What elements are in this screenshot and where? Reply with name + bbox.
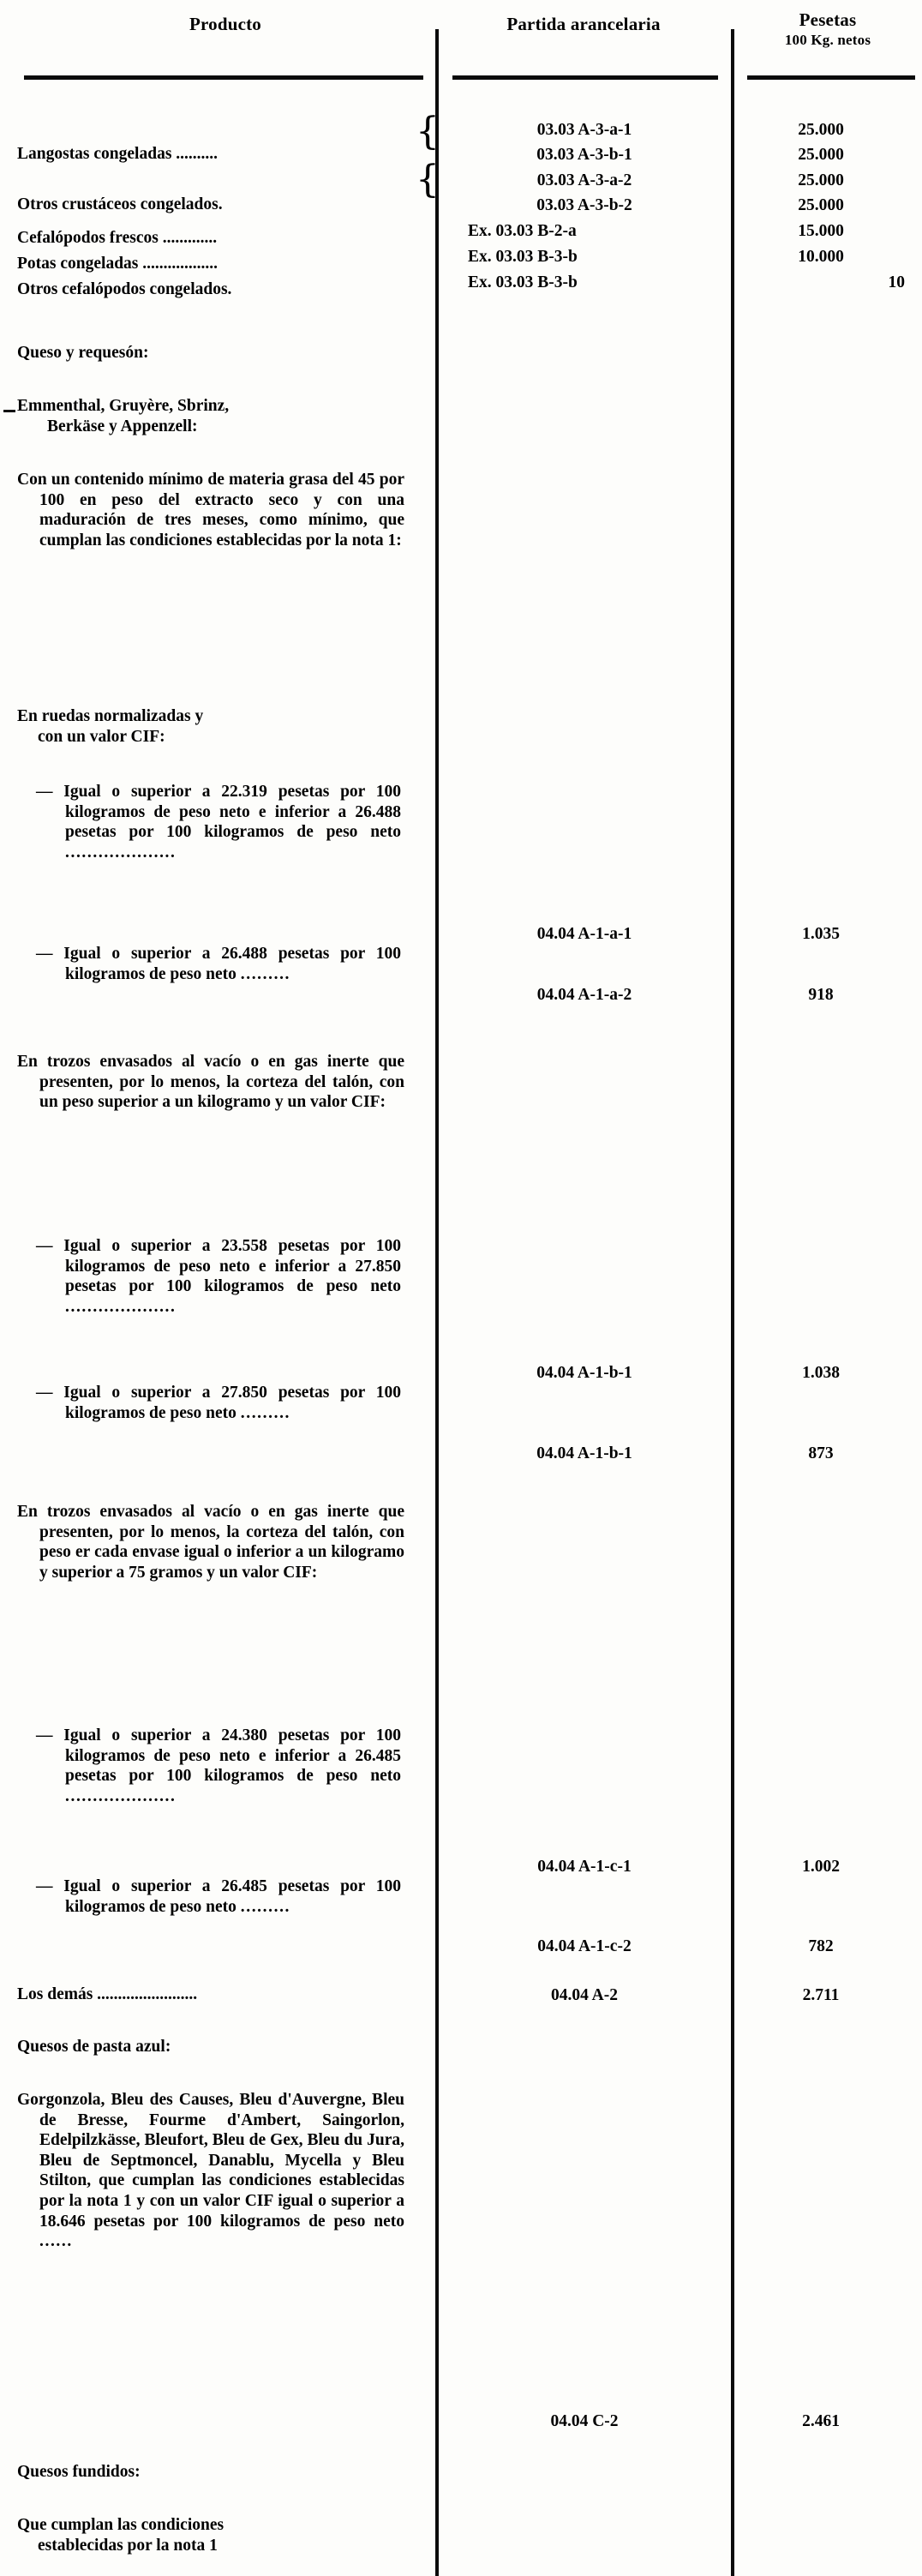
item-b2-text: — Igual o superior a 27.850 pesetas por 100 kilogramos de peso neto .........: [36, 1384, 401, 1422]
value-b1: 1.038: [802, 1364, 840, 1382]
header-rule-pesetas: [747, 75, 915, 80]
subsection-ruedas-line2: con un valor CIF:: [38, 728, 165, 746]
paragraph-trozos-vacio-2: [17, 1502, 404, 1582]
product-otros-cefalopodos: Otros cefalópodos congelados.: [17, 280, 232, 298]
item-c2-text: — Igual o superior a 26.485 pesetas por 100 kilogramos de peso neto .........: [36, 1877, 401, 1916]
item-a2: [17, 944, 401, 984]
item-a2-leader: .........: [240, 964, 291, 983]
value-a1: 1.035: [802, 925, 840, 943]
item-los-demas: Los demás ........................: [17, 1985, 198, 2003]
code-b2: 04.04 A-1-b-1: [536, 1444, 632, 1462]
subsection-ruedas-line1: En ruedas normalizadas y: [17, 707, 204, 725]
code-c2: 04.04 A-1-c-2: [537, 1937, 632, 1955]
brace-crustaceos: {: [416, 158, 440, 201]
code-b1: 04.04 A-1-b-1: [536, 1364, 632, 1382]
value-potas: 10.000: [798, 248, 844, 266]
item-c1-leader: ....................: [65, 1786, 177, 1805]
section-quesos-pasta-azul: Quesos de pasta azul:: [17, 2038, 171, 2056]
column-header-pesetas: [737, 9, 919, 50]
code-c1: 04.04 A-1-c-1: [537, 1858, 632, 1876]
section-emmenthal-line2: Berkäse y Appenzell:: [47, 417, 198, 435]
column-header-partida-arancelaria: Partida arancelaria: [506, 14, 661, 34]
paragraph-trozos-vacio-1-text: En trozos envasados al vacío o en gas inerte que presenten, por lo menos, la corteza del talón, con un peso superior a un kilogramo y un valor CIF:: [17, 1053, 404, 1112]
item-a2-text: — Igual o superior a 26.488 pesetas por 100 kilogramos de peso neto .........: [36, 945, 401, 983]
item-b2-leader: .........: [240, 1403, 291, 1422]
code-cefalopodos-frescos: Ex. 03.03 B-2-a: [468, 222, 577, 240]
section-quesos-fundidos: Quesos fundidos:: [17, 2463, 141, 2481]
product-cefalopodos-frescos: Cefalópodos frescos .............: [17, 229, 218, 247]
item-a1-text: — Igual o superior a 22.319 pesetas por 100 kilogramos de peso neto e inferior a 26.488 pesetas por 100 kilogramos de peso neto ....................: [36, 783, 401, 862]
brace-langostas: {: [416, 110, 440, 153]
paragraph-contenido-minimo-text: Con un contenido mínimo de materia grasa del 45 por 100 en peso del extracto seco y con una maduración de tres meses, como mínimo, que cumplan las condiciones establecidas por la nota 1:: [17, 471, 404, 549]
product-langostas: Langostas congeladas ..........: [17, 145, 219, 163]
paragraph-que-cumplan-line2: establecidas por la nota 1: [38, 2537, 218, 2555]
value-c1: 1.002: [802, 1858, 840, 1876]
code-potas: Ex. 03.03 B-3-b: [468, 248, 578, 266]
paragraph-gorgonzola: [17, 2090, 404, 2252]
value-b2: 873: [808, 1444, 834, 1462]
paragraph-gorgonzola-text: Gorgonzola, Bleu des Causes, Bleu d'Auvergne, Bleu de Bresse, Fourme d'Ambert, Saingorlon, Edelpilzkässe, Bleufort, Bleu de Gex, Bleu du Jura, Bleu de Septmoncel, Danablu, Mycella y Bleu Stilton, que cumplan las condiciones establecidas por la nota 1 y con un valor CIF igual o superior a 18.646 pesetas por 100 kilogramos de peso neto ......: [17, 2091, 404, 2251]
value-langostas-1: 25.000: [798, 121, 844, 139]
column-header-pesetas-main: Pesetas: [799, 9, 857, 30]
stray-mark: [3, 410, 15, 412]
code-a1: 04.04 A-1-a-1: [536, 925, 632, 943]
code-langostas-1: 03.03 A-3-a-1: [536, 121, 632, 139]
item-b2: [17, 1383, 401, 1423]
section-emmenthal-line1: Emmenthal, Gruyère, Sbrinz,: [17, 397, 230, 415]
item-b1-leader: ....................: [65, 1297, 177, 1316]
value-crustaceos-1: 25.000: [798, 171, 844, 189]
paragraph-gorgonzola-leader: ......: [39, 2232, 73, 2251]
item-c1-text: — Igual o superior a 24.380 pesetas por 100 kilogramos de peso neto e inferior a 26.485 pesetas por 100 kilogramos de peso neto ....................: [36, 1726, 401, 1805]
item-b1-text: — Igual o superior a 23.558 pesetas por 100 kilogramos de peso neto e inferior a 27.850 pesetas por 100 kilogramos de peso neto ....................: [36, 1237, 401, 1316]
code-crustaceos-1: 03.03 A-3-a-2: [536, 171, 632, 189]
code-otros-cefalopodos: Ex. 03.03 B-3-b: [468, 273, 578, 291]
header-rule-partida: [452, 75, 718, 80]
code-gorgonzola: 04.04 C-2: [550, 2412, 619, 2430]
section-queso-requeson: Queso y requesón:: [17, 344, 149, 362]
item-c2-leader: .........: [240, 1897, 291, 1916]
item-b1: [17, 1236, 401, 1317]
column-divider-2: [731, 29, 734, 2576]
paragraph-trozos-vacio-2-text: En trozos envasados al vacío o en gas inerte que presenten, por lo menos, la corteza del talón, con peso er cada envase igual o inferior a un kilogramo y superior a 75 gramos y un valor CIF:: [17, 1503, 404, 1582]
paragraph-que-cumplan-line1: Que cumplan las condiciones: [17, 2516, 225, 2534]
paragraph-trozos-vacio-1: [17, 1052, 404, 1113]
value-langostas-2: 25.000: [798, 146, 844, 164]
header-rule-producto: [24, 75, 423, 80]
code-crustaceos-2: 03.03 A-3-b-2: [536, 196, 632, 214]
value-otros-cefalopodos: 10: [888, 273, 905, 291]
item-c2: [17, 1876, 401, 1917]
code-langostas-2: 03.03 A-3-b-1: [536, 146, 632, 164]
product-otros-crustaceos: Otros crustáceos congelados.: [17, 195, 223, 213]
value-a2: 918: [808, 986, 834, 1004]
product-potas-congeladas: Potas congeladas ..................: [17, 255, 218, 273]
column-header-producto: Producto: [189, 14, 262, 34]
column-divider-1: [435, 29, 439, 2576]
value-cefalopodos-frescos: 15.000: [798, 222, 844, 240]
value-crustaceos-2: 25.000: [798, 196, 844, 214]
paragraph-contenido-minimo: [17, 470, 404, 550]
item-a1: [17, 782, 401, 862]
item-c1: [17, 1726, 401, 1806]
value-gorgonzola: 2.461: [802, 2412, 840, 2430]
item-a1-leader: ....................: [65, 843, 177, 862]
value-c2: 782: [808, 1937, 834, 1955]
column-header-pesetas-sub: 100 Kg. netos: [784, 32, 871, 49]
code-a2: 04.04 A-1-a-2: [536, 986, 632, 1004]
value-los-demas: 2.711: [802, 1986, 840, 2004]
code-los-demas: 04.04 A-2: [551, 1986, 618, 2004]
